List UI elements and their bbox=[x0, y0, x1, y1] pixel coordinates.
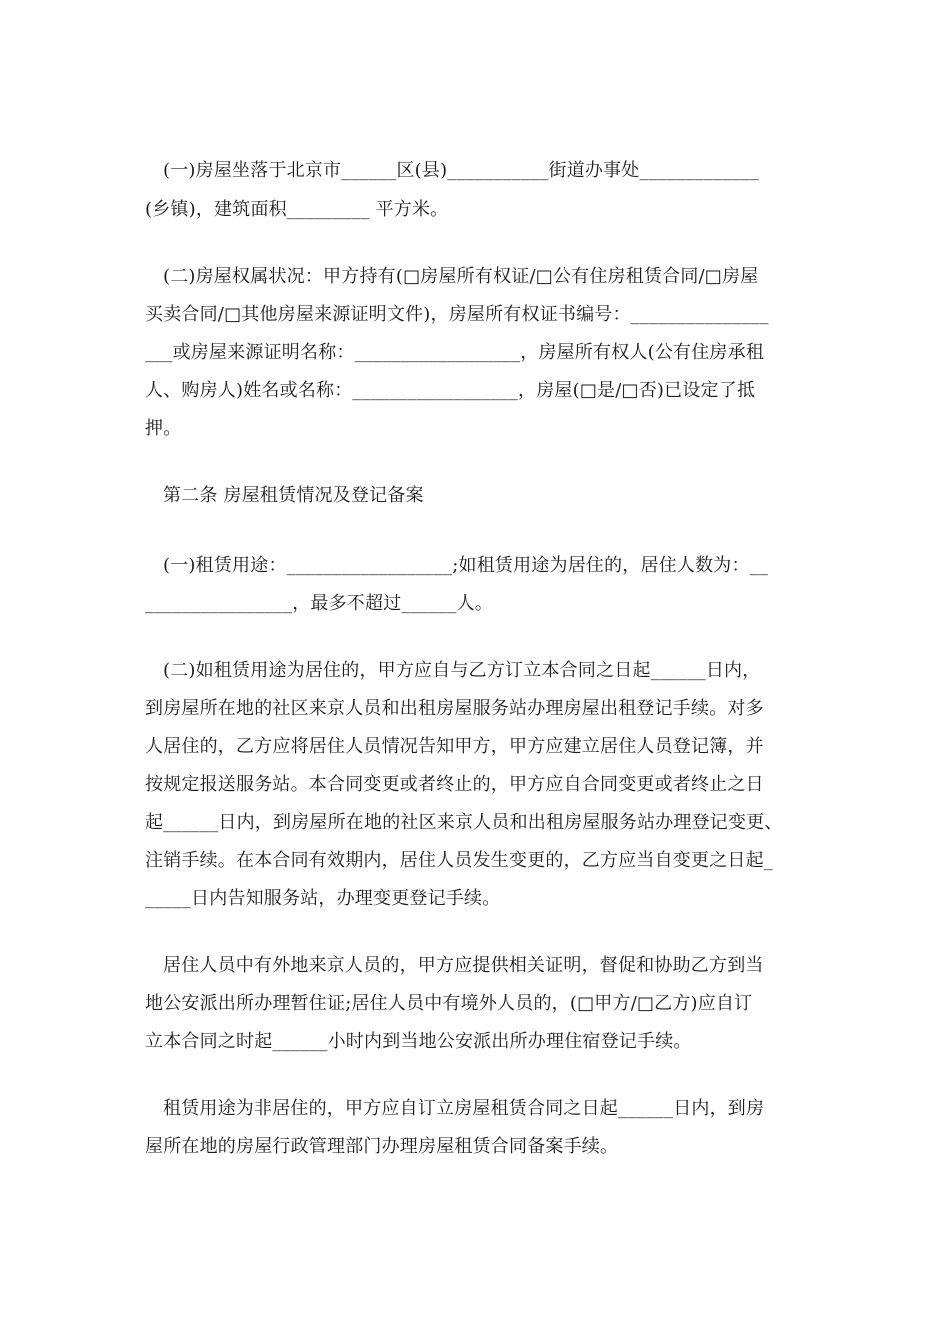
text-line: 居住人员中有外地来京人员的，甲方应提供相关证明，督促和协助乙方到当 bbox=[163, 955, 764, 976]
text-line: 按规定报送服务站。本合同变更或者终止的，甲方应自合同变更或者终止之日 bbox=[145, 774, 764, 795]
text-line: 租赁用途为非居住的，甲方应自订立房屋租赁合同之日起______日内，到房 bbox=[163, 1098, 765, 1119]
text-line: ___或房屋来源证明名称：__________________，房屋所有权人(公有住房承租 bbox=[145, 342, 765, 363]
text-line: (乡镇)，建筑面积_________ 平方米。 bbox=[145, 199, 449, 220]
text-line: (二)如租赁用途为居住的，甲方应自与乙方订立本合同之日起______日内， bbox=[163, 660, 761, 681]
text-line: (一)房屋坐落于北京市______区(县)___________街道办事处_____________ bbox=[163, 160, 760, 181]
text-line: ________________，最多不超过______人。 bbox=[145, 593, 493, 614]
text-line: (一)租赁用途：__________________;如租赁用途为居住的，居住人数为：__ bbox=[163, 555, 769, 576]
text-line: 到房屋所在地的社区来京人员和出租房屋服务站办理房屋出租登记手续。对多 bbox=[145, 698, 764, 719]
text-line: _____日内告知服务站，办理变更登记手续。 bbox=[145, 888, 501, 909]
text-line: 人居住的，乙方应将居住人员情况告知甲方，甲方应建立居住人员登记簿，并 bbox=[145, 736, 764, 757]
text-line: 注销手续。在本合同有效期内，居住人员发生变更的，乙方应当自变更之日起_ bbox=[145, 850, 773, 871]
text-line: 起______日内，到房屋所在地的社区来京人员和出租房屋服务站办理登记变更、 bbox=[145, 812, 783, 833]
text-line: 立本合同之时起______小时内到当地公安派出所办理住宿登记手续。 bbox=[145, 1031, 692, 1052]
text-line: 地公安派出所办理暂住证;居住人员中有境外人员的，(□甲方/□乙方)应自订 bbox=[145, 993, 753, 1014]
text-line: 人、购房人)姓名或名称：__________________，房屋(□是/□否)已设定了抵 bbox=[145, 380, 756, 401]
text-line: 押。 bbox=[145, 418, 182, 439]
text-line: 买卖合同/□其他房屋来源证明文件)，房屋所有权证书编号：_______________ bbox=[145, 304, 769, 325]
text-line: (二)房屋权属状况：甲方持有(□房屋所有权证/□公有住房租赁合同/□房屋 bbox=[163, 266, 759, 287]
text-line: 屋所在地的房屋行政管理部门办理房屋租赁合同备案手续。 bbox=[145, 1136, 619, 1157]
section-heading: 第二条 房屋租赁情况及登记备案 bbox=[163, 485, 424, 506]
